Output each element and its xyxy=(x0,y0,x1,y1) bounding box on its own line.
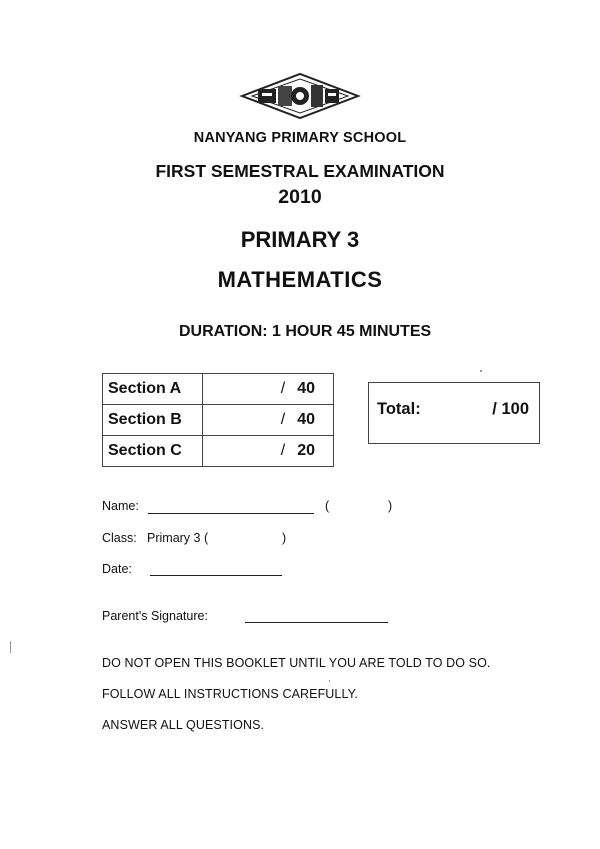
mark-slash: / xyxy=(280,411,286,428)
name-paren-open: ( xyxy=(325,499,330,513)
section-scores-table xyxy=(102,373,334,467)
instruction-line: DO NOT OPEN THIS BOOKLET UNTIL YOU ARE TOLD TO DO SO. xyxy=(102,656,491,670)
section-max: 40 xyxy=(297,380,315,397)
name-paren-close: ) xyxy=(388,499,393,513)
class-label: Class: xyxy=(102,531,137,545)
section-label: Section B xyxy=(103,405,203,436)
mark-slash: / xyxy=(280,380,286,397)
instruction-line: ANSWER ALL QUESTIONS. xyxy=(102,718,265,732)
section-mark xyxy=(202,405,333,436)
subject-title: MATHEMATICS xyxy=(217,267,383,292)
table-row xyxy=(103,374,334,405)
duration-text: DURATION: 1 HOUR 45 MINUTES xyxy=(179,323,432,340)
section-mark xyxy=(202,436,333,467)
scan-speck xyxy=(10,641,11,653)
school-crest-icon xyxy=(238,72,362,120)
section-label: Section A xyxy=(103,374,203,405)
scan-speck xyxy=(480,370,482,372)
exam-year: 2010 xyxy=(278,186,322,208)
signature-line[interactable] xyxy=(245,622,388,623)
section-label: Section C xyxy=(103,436,203,467)
date-label: Date: xyxy=(102,562,132,576)
name-label: Name: xyxy=(102,499,139,513)
name-line[interactable] xyxy=(148,513,314,514)
table-row xyxy=(103,405,334,436)
total-score-box xyxy=(368,382,540,444)
level-title: PRIMARY 3 xyxy=(240,227,360,252)
exam-title: FIRST SEMESTRAL EXAMINATION xyxy=(155,161,445,181)
total-max: / 100 xyxy=(492,400,529,418)
section-max: 20 xyxy=(297,442,315,459)
total-label: Total: xyxy=(377,400,421,418)
section-mark xyxy=(202,374,333,405)
school-name: NANYANG PRIMARY SCHOOL xyxy=(193,130,407,146)
date-line[interactable] xyxy=(150,575,282,576)
scan-speck xyxy=(329,680,330,682)
section-max: 40 xyxy=(297,411,315,428)
signature-label: Parent's Signature: xyxy=(102,609,208,623)
table-row xyxy=(103,436,334,467)
mark-slash: / xyxy=(280,442,286,459)
instruction-line: FOLLOW ALL INSTRUCTIONS CAREFULLY. xyxy=(102,687,359,701)
class-paren-close: ) xyxy=(282,531,287,545)
class-value: Primary 3 ( xyxy=(147,531,209,545)
